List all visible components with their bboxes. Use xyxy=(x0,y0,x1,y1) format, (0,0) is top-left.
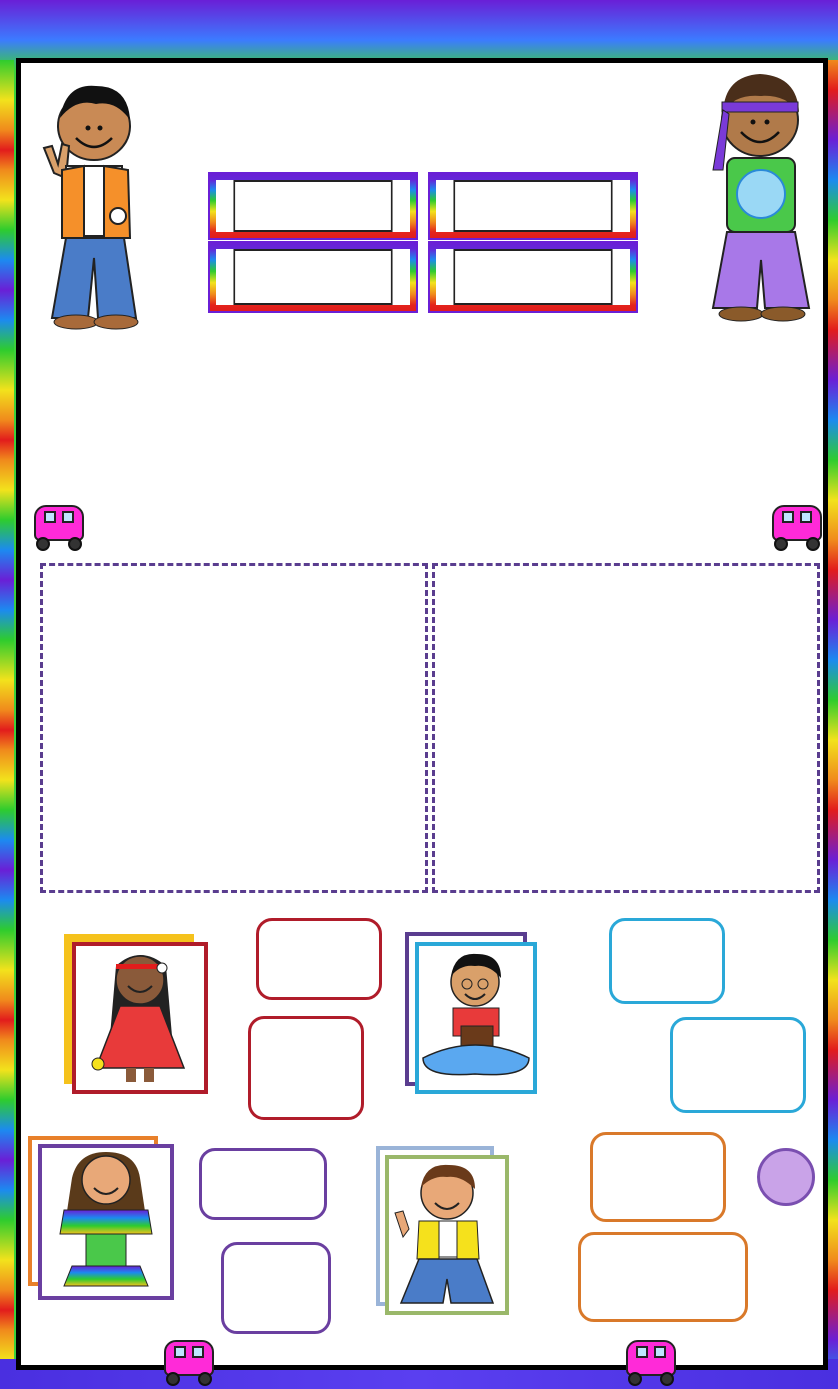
hippie-boy-left-illustration xyxy=(36,78,146,333)
graphics-club-badge xyxy=(757,1148,815,1206)
page-title xyxy=(150,78,700,158)
speech-bubble xyxy=(221,1242,331,1334)
pink-car-icon xyxy=(622,1330,682,1386)
peace-sign-boy-picture xyxy=(385,1155,509,1315)
speech-bubble xyxy=(670,1017,806,1113)
speech-bubble xyxy=(199,1148,327,1220)
drummer-boy-picture xyxy=(415,942,537,1094)
pink-car-icon xyxy=(768,495,828,551)
word-box-knew-new xyxy=(430,243,636,311)
speech-bubble xyxy=(248,1016,364,1120)
speech-bubble xyxy=(609,918,725,1004)
word-box-one-won xyxy=(210,174,416,238)
boy-peace-illustration xyxy=(389,1159,505,1311)
exercise-box-left xyxy=(40,563,428,893)
rainbow-border-right xyxy=(828,60,838,1360)
speech-bubble xyxy=(256,918,382,1000)
hippie-boy-right-illustration xyxy=(705,70,815,325)
tiedye-girl-picture xyxy=(38,1144,174,1300)
word-box-know-no xyxy=(430,174,636,238)
exercise-box-right xyxy=(432,563,820,893)
girl-tiedye-illustration xyxy=(42,1148,170,1296)
girl-red-dress-picture xyxy=(72,942,208,1094)
drummer-illustration xyxy=(419,946,533,1090)
speech-bubble xyxy=(590,1132,726,1222)
rainbow-border-left xyxy=(0,60,14,1360)
pink-car-icon xyxy=(160,1330,220,1386)
girl-illustration xyxy=(76,946,204,1090)
pink-car-icon xyxy=(30,495,90,551)
word-box-its-its xyxy=(210,243,416,311)
speech-bubble xyxy=(578,1232,748,1322)
